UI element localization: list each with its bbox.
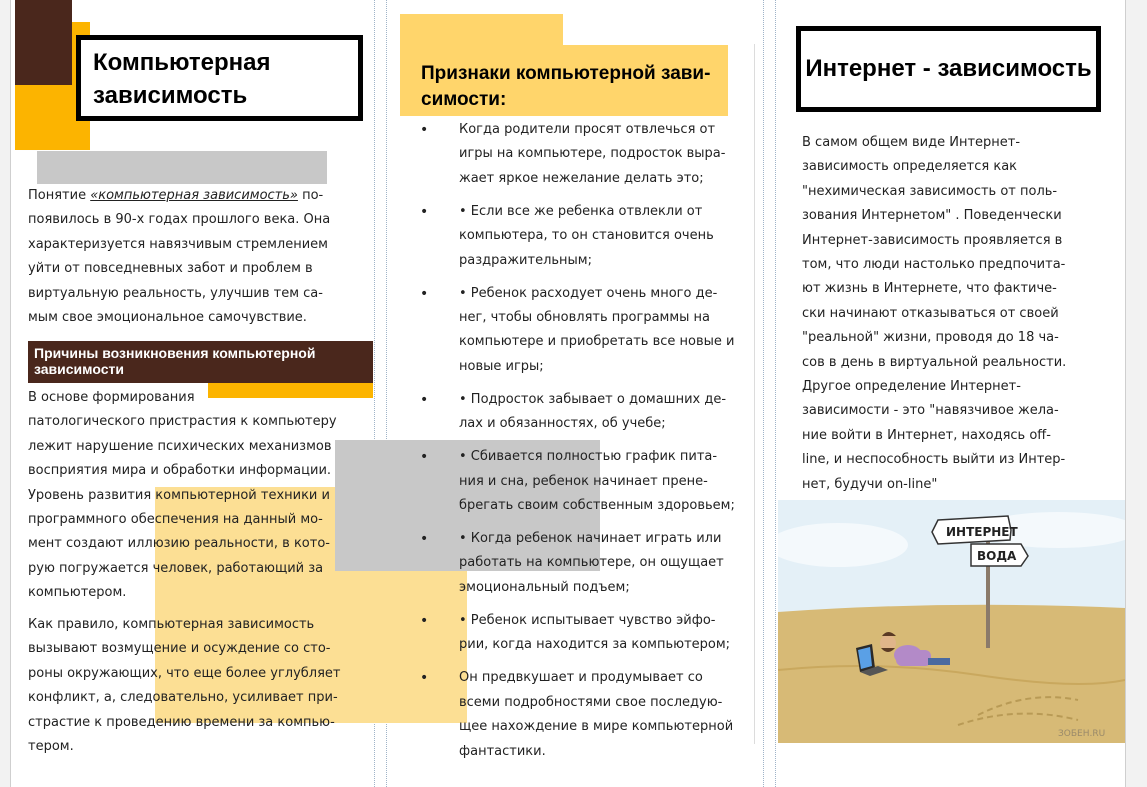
text-line: • Сбивается полностью график пита-	[459, 449, 718, 465]
text-line: ния и сна, ребенок начинает прене-	[459, 473, 708, 489]
text-line: программного обеспечения на данный мо-	[28, 512, 323, 528]
text-line: работать на компьютере, он ощущает	[459, 555, 724, 571]
text-line: брегать своим собственным здоровьем;	[459, 498, 735, 514]
text-line: жает яркое нежелание делать это;	[459, 170, 704, 186]
bullet-icon: •	[420, 449, 429, 466]
bullet-icon: •	[420, 531, 429, 548]
text-line: раздражительным;	[459, 252, 592, 268]
title-line: Интернет - зависимость	[805, 55, 1092, 82]
sign-list-item	[420, 445, 740, 518]
bullet-icon: •	[420, 670, 429, 687]
intro-paragraph-rest	[28, 208, 358, 330]
text-line: Другое определение Интернет-	[802, 379, 1021, 395]
gray-bar	[37, 151, 327, 184]
text-line: В основе формирования	[28, 390, 195, 405]
sign-list-item	[420, 527, 740, 600]
text-line: зависимости - это "навязчивое жела-	[802, 403, 1059, 419]
title-box-computer-addiction	[76, 35, 363, 121]
text-line: тером.	[28, 739, 74, 755]
text-line: новые игры;	[459, 358, 544, 374]
text-line: эмоциональный подъем;	[459, 579, 630, 595]
text-line: страстие к проведению времени за компью-	[28, 714, 335, 730]
text-line: ют жизнь в Интернете, что фактиче-	[802, 281, 1057, 297]
text-line: роны окружающих, что еще более углубляет	[28, 665, 341, 681]
definition-paragraph	[802, 131, 1102, 497]
text-line: фантастики.	[459, 743, 546, 759]
text-line: Уровень развития компьютерной техники и	[28, 487, 330, 503]
text-line: зависимость определяется как	[802, 159, 1018, 175]
text-line: мым свое эмоциональное самочувствие.	[28, 310, 307, 326]
text-line: нег, чтобы обновлять программы на	[459, 310, 711, 326]
text-line: рии, когда находится за компьютером;	[459, 637, 731, 653]
text-line: зования Интернетом" . Поведенчески	[802, 208, 1062, 224]
text-line: line, и неспособность выйти из Интер-	[802, 452, 1066, 468]
text-line: восприятия мира и обработки информации.	[28, 463, 332, 479]
column-rule	[754, 44, 755, 744]
yellow-tab	[400, 14, 563, 46]
text-line: компьютера, то он становится очень	[459, 228, 714, 244]
bullet-icon: •	[420, 203, 429, 220]
title-line: симости:	[421, 89, 507, 110]
title-line: Компьютерная	[93, 49, 271, 76]
text-line: конфликт, а, следовательно, усиливает при-	[28, 690, 338, 706]
text-line: щее нахождение в мире компьютерной	[459, 719, 734, 735]
text-line: Когда родители просят отвлечься от	[459, 122, 716, 137]
text-line: патологического пристрастия к компьютеру	[28, 414, 337, 430]
intro-paragraph	[28, 184, 358, 208]
text-line: В самом общем виде Интернет-	[802, 135, 1021, 150]
heading-line: зависимости	[34, 361, 124, 377]
bullet-icon: •	[420, 391, 429, 408]
text-line: • Подросток забывает о домашних де-	[459, 391, 727, 407]
bullet-icon: •	[420, 122, 429, 138]
text-line: Он предвкушает и продумывает со	[459, 670, 703, 686]
signs-list	[420, 118, 740, 773]
text-line: появилось в 90-х годах прошлого века. Она	[28, 212, 331, 228]
text-line: Понятие «компьютерная зависимость» по-	[28, 188, 324, 203]
text-line: • Ребенок расходует очень много де-	[459, 285, 718, 301]
text-line: ние войти в Интернет, находясь off-	[802, 427, 1051, 443]
text-line: "нехимическая зависимость от поль-	[802, 183, 1058, 199]
text-line: всеми подробностями свое последую-	[459, 694, 723, 710]
text-line: • Если все же ребенка отвлекли от	[459, 203, 703, 219]
causes-heading	[28, 341, 373, 383]
text-line: том, что люди настолько предпочита-	[802, 257, 1066, 273]
text-line: "реальной" жизни, проводя до 18 ча-	[802, 330, 1059, 346]
column-guide	[763, 0, 764, 787]
heading-line: Причины возникновения компьютерной	[34, 345, 316, 361]
text-line: компьютере и приобретать все новые и	[459, 334, 735, 350]
sign-internet-label: ИНТЕРНЕТ	[946, 525, 1018, 539]
desert-cartoon-illustration	[778, 500, 1125, 743]
text-line: компьютером.	[28, 585, 127, 601]
column-guide	[775, 0, 776, 787]
cartoon-svg	[778, 500, 1125, 743]
brown-block	[15, 0, 72, 85]
text-line: игры на компьютере, подросток выра-	[459, 146, 726, 162]
text-line: лежит нарушение психических механизмов	[28, 438, 332, 454]
text-line: сов в день в виртуальной реальности.	[802, 354, 1067, 370]
term-link: «компьютерная зависимость»	[90, 188, 298, 203]
text-line: • Когда ребенок начинает играть или	[459, 531, 722, 547]
text-line: рую погружается человек, работающий за	[28, 560, 324, 576]
title-box-internet-addiction	[796, 26, 1101, 112]
bullet-icon: •	[420, 285, 429, 302]
causes-paragraph	[28, 386, 358, 606]
title-line: зависимость	[93, 82, 248, 109]
sign-list-item	[420, 609, 740, 658]
text-line: характеризуется навязчивым стремлением	[28, 236, 328, 252]
text-line: Интернет-зависимость проявляется в	[802, 232, 1063, 248]
bullet-icon: •	[420, 612, 429, 629]
signs-title	[421, 61, 726, 113]
cartoon-watermark: ЗОБЕН.RU	[1058, 729, 1106, 739]
text-line: мент создают иллюзию реальности, в кото-	[28, 536, 330, 552]
sign-list-item	[420, 118, 740, 191]
text-line: лах и обязанностях, об учебе;	[459, 416, 666, 432]
text-line: Как правило, компьютерная зависимость	[28, 617, 315, 632]
sign-list-item	[420, 200, 740, 273]
sign-list-item	[420, 388, 740, 437]
sign-water-label: ВОДА	[977, 549, 1017, 563]
text-line: уйти от повседневных забот и проблем в	[28, 261, 313, 277]
text-line: виртуальную реальность, улучшив тем са-	[28, 285, 323, 301]
text-line: вызывают возмущение и осуждение со сто-	[28, 641, 331, 657]
sign-list-item	[420, 282, 740, 380]
text-line: ски начинают отказываться от своей	[802, 305, 1059, 321]
title-line: Признаки компьютерной зави-	[421, 63, 711, 84]
sign-list-item	[420, 666, 740, 764]
text-line: • Ребенок испытывает чувство эйфо-	[459, 612, 716, 628]
text-line: нет, будучи on-line"	[802, 476, 938, 492]
consequence-paragraph	[28, 613, 358, 759]
